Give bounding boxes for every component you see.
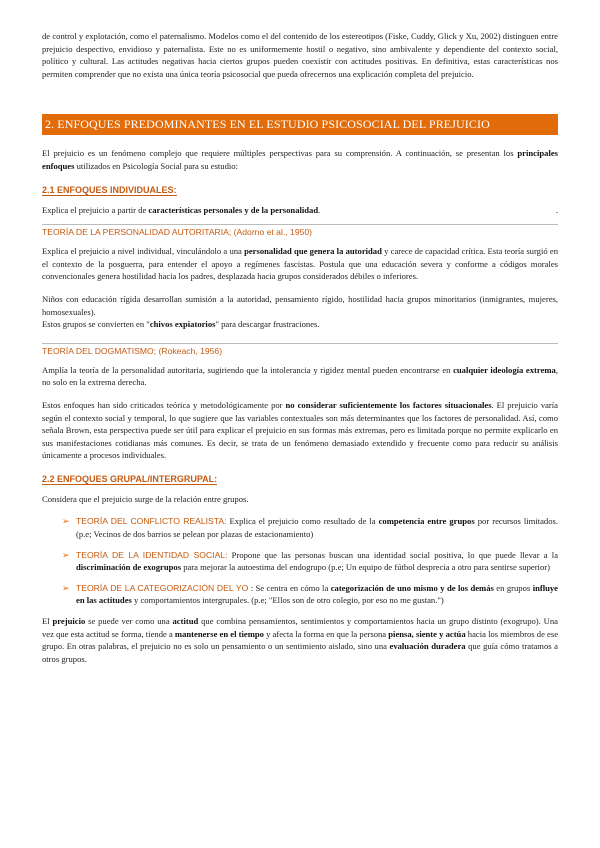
heading-enfoques-grupales: 2.2 ENFOQUES GRUPAL/INTERGRUPAL: <box>42 473 218 484</box>
grupal-intro: Considera que el prejuicio surge de la relación entre grupos. <box>42 493 249 504</box>
autoritaria-paragraph-2: Niños con educación rígida desarrollan sumisión a la autoridad, pensamiento rígido, hostilidad hacia grupos minoritarios (inmigrantes, mujeres, homosexuales). <box>42 293 558 317</box>
document-page <box>42 30 558 665</box>
individuales-line <box>42 204 558 217</box>
dogmatismo-paragraph-1: Amplía la teoría de la personalidad autoritaria, sugiriendo que la intolerancia y rigidez mental pueden encontrarse en cualquier ideología extrema, no solo en la extrema derecha. <box>42 364 558 388</box>
autoritaria-paragraph-3: Estos grupos se convierten en "chivos expiatorios" para descargar frustraciones. <box>42 319 320 330</box>
list-item-categorizacion-yo: ➢ TEORÍA DE LA CATEGORIZACIÓN DEL YO : Se centra en cómo la categorización de uno mismo y de los demás en grupos influye en las actitudes y comportamientos intergrupales. (p.e; "Ellos son de otro colegio, por eso no me gustan.") <box>62 582 558 606</box>
individuales-trailing-dot: . <box>555 204 558 215</box>
dogmatismo-paragraph-2: Estos enfoques han sido criticados teórica y metodológicamente por no considerar suficientemente los factores situacionales. El prejuicio varía según el contexto social y temporal, lo que sugiere que las variables contextuales son más determinantes que los factores de personalidad. Así, como señala Brown, esta perspectiva puede ser útil para explicar el prejuicio en sus formas más extremas, pero es limitada porque no permite explicarlo en sus manifestaciones cotidianas más comunes. Es decir, se trata de un fenómeno demasiado extendido y frecuente como para reducir su análisis únicamente a procesos individuales. <box>42 399 558 461</box>
heading-enfoques-individuales: 2.1 ENFOQUES INDIVIDUALES: <box>42 184 177 195</box>
list-item-identidad-social: ➢ TEORÍA DE LA IDENTIDAD SOCIAL: Propone que las personas buscan una identidad social positiva, lo que puede llevar a la discriminación de exogrupos para mejorar la autoestima del endogrupo (p.e; Un equipo de fútbol desprecia a otro para sentirse superior) <box>62 549 559 573</box>
arrow-bullet-icon: ➢ <box>62 582 70 593</box>
list-item-conflicto-realista: ➢ TEORÍA DEL CONFLICTO REALISTA: Explica el prejuicio como resultado de la competencia entre grupos por recursos limitados. (p.e; Vecinos de dos barrios se pelean por plazas de estacionamiento) <box>62 516 558 540</box>
intro-paragraph: de control y explotación, como el paternalismo. Modelos como el del contenido de los estereotipos (Fiske, Cuddy, Glick y Xu, 2002) distinguen entre prejuicio despectivo, envidioso y paternalista. Este no es uniformemente hostil o negativo, sino ambivalente y dependiente del contexto social, político y cultural. Las actitudes negativas hacia ciertos grupos pueden coexistir con actitudes positivas. En definitiva, estas características nos permiten comprender que no exista una única teoría psicosocial que pueda ofrecernos una explicación completa del prejuicio. <box>42 31 558 79</box>
closing-paragraph: El prejuicio se puede ver como una actitud que combina pensamientos, sentimientos y comportamientos hacia un grupo distinto (exogrupo). Una vez que esta actitud se forma, tiende a mantenerse en el tiempo y afecta la forma en que la persona piensa, siente y actúa hacia los miembros de ese grupo. En otras palabras, el prejuicio no es solo un pensamiento o un sentimiento aislado, sino una evaluación duradera que guía cómo tratamos a otros grupos. <box>42 616 559 664</box>
section-2-intro: El prejuicio es un fenómeno complejo que requiere múltiples perspectivas para su comprensión. A continuación, se presentan los principales enfoques utilizados en Psicología Social para su estudio: <box>42 148 558 171</box>
arrow-bullet-icon: ➢ <box>62 549 70 560</box>
autoritaria-paragraph-1: Explica el prejuicio a nivel individual, vinculándolo a una personalidad que genera la autoridad y carece de capacidad crítica. Esta teoría surgió en el contexto de la posguerra, para entender el apoyo a regímenes fascistas. Postula que una educación severa y conforme a códigos morales convencionales genera hostilidad hacia los padres, desplazada hacia grupos considerados débiles o inferiores. <box>42 246 558 282</box>
individuales-text: Explica el prejuicio a partir de características personales y de la personalidad. <box>42 204 321 215</box>
heading-dogmatismo: TEORÍA DEL DOGMATISMO; (Rokeach, 1956) <box>42 343 558 358</box>
arrow-bullet-icon: ➢ <box>62 516 70 527</box>
heading-personalidad-autoritaria: TEORÍA DE LA PERSONALIDAD AUTORITARIA; (Adorno et al., 1950) <box>42 224 558 239</box>
section-2-banner: 2. ENFOQUES PREDOMINANTES EN EL ESTUDIO PSICOSOCIAL DEL PREJUICIO <box>42 114 558 135</box>
